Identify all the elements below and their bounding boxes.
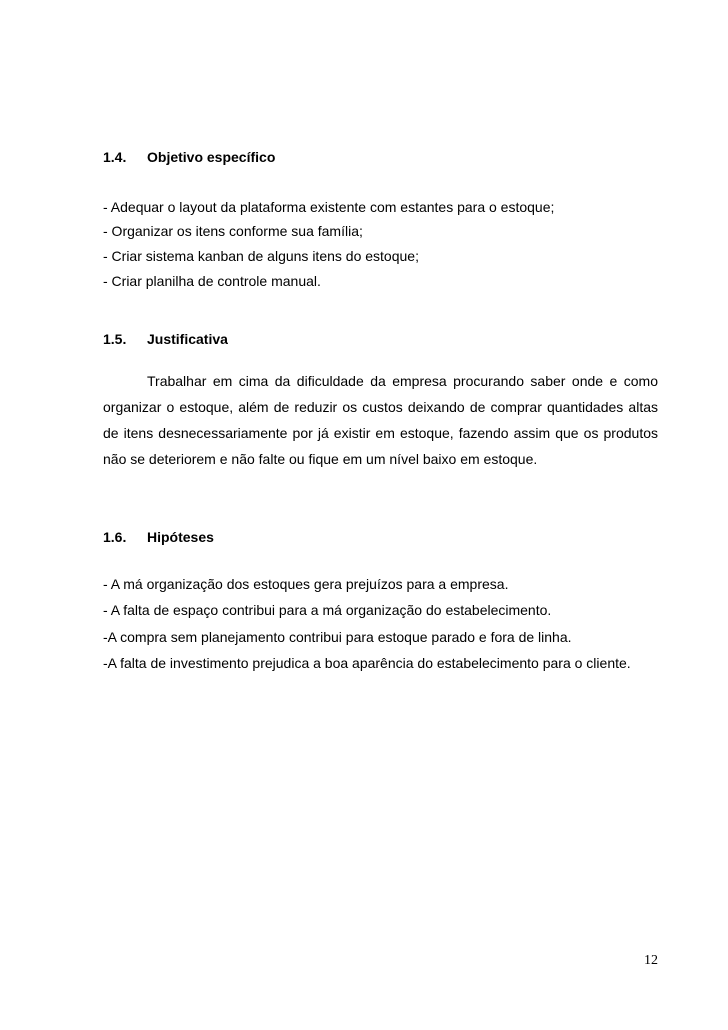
list-item: - A má organização dos estoques gera prejuízos para a empresa. — [103, 576, 509, 592]
list-item: -A falta de investimento prejudica a boa aparência do estabelecimento para o cliente. — [103, 655, 631, 671]
section-heading-hipoteses — [103, 528, 214, 546]
justification-paragraph: Trabalhar em cima da dificuldade da empresa procurando saber onde e como organizar o estoque, além de reduzir os custos deixando de comprar quantidades altas de itens desnecessariamente por já existir em estoque, fazendo assim que os produtos não se deteriorem e não falte ou fique em um nível baixo em estoque. — [103, 373, 658, 467]
list-item: -A compra sem planejamento contribui para estoque parado e fora de linha. — [103, 629, 572, 645]
section-number: 1.4. — [103, 149, 127, 165]
section-number: 1.6. — [103, 529, 127, 545]
list-item: - A falta de espaço contribui para a má organização do estabelecimento. — [103, 602, 552, 618]
list-item: - Criar planilha de controle manual. — [103, 273, 321, 289]
section-title: Objetivo específico — [147, 149, 276, 165]
section-title: Justificativa — [147, 331, 228, 347]
section-title: Hipóteses — [147, 529, 214, 545]
section-heading-justificativa — [103, 330, 228, 348]
list-item: - Organizar os itens conforme sua família; — [103, 223, 363, 239]
list-item: - Criar sistema kanban de alguns itens do estoque; — [103, 248, 419, 264]
page-number: 12 — [644, 953, 658, 968]
section-heading-objetivo — [103, 148, 275, 166]
section-number: 1.5. — [103, 331, 127, 347]
list-item: - Adequar o layout da plataforma existente com estantes para o estoque; — [103, 199, 555, 215]
